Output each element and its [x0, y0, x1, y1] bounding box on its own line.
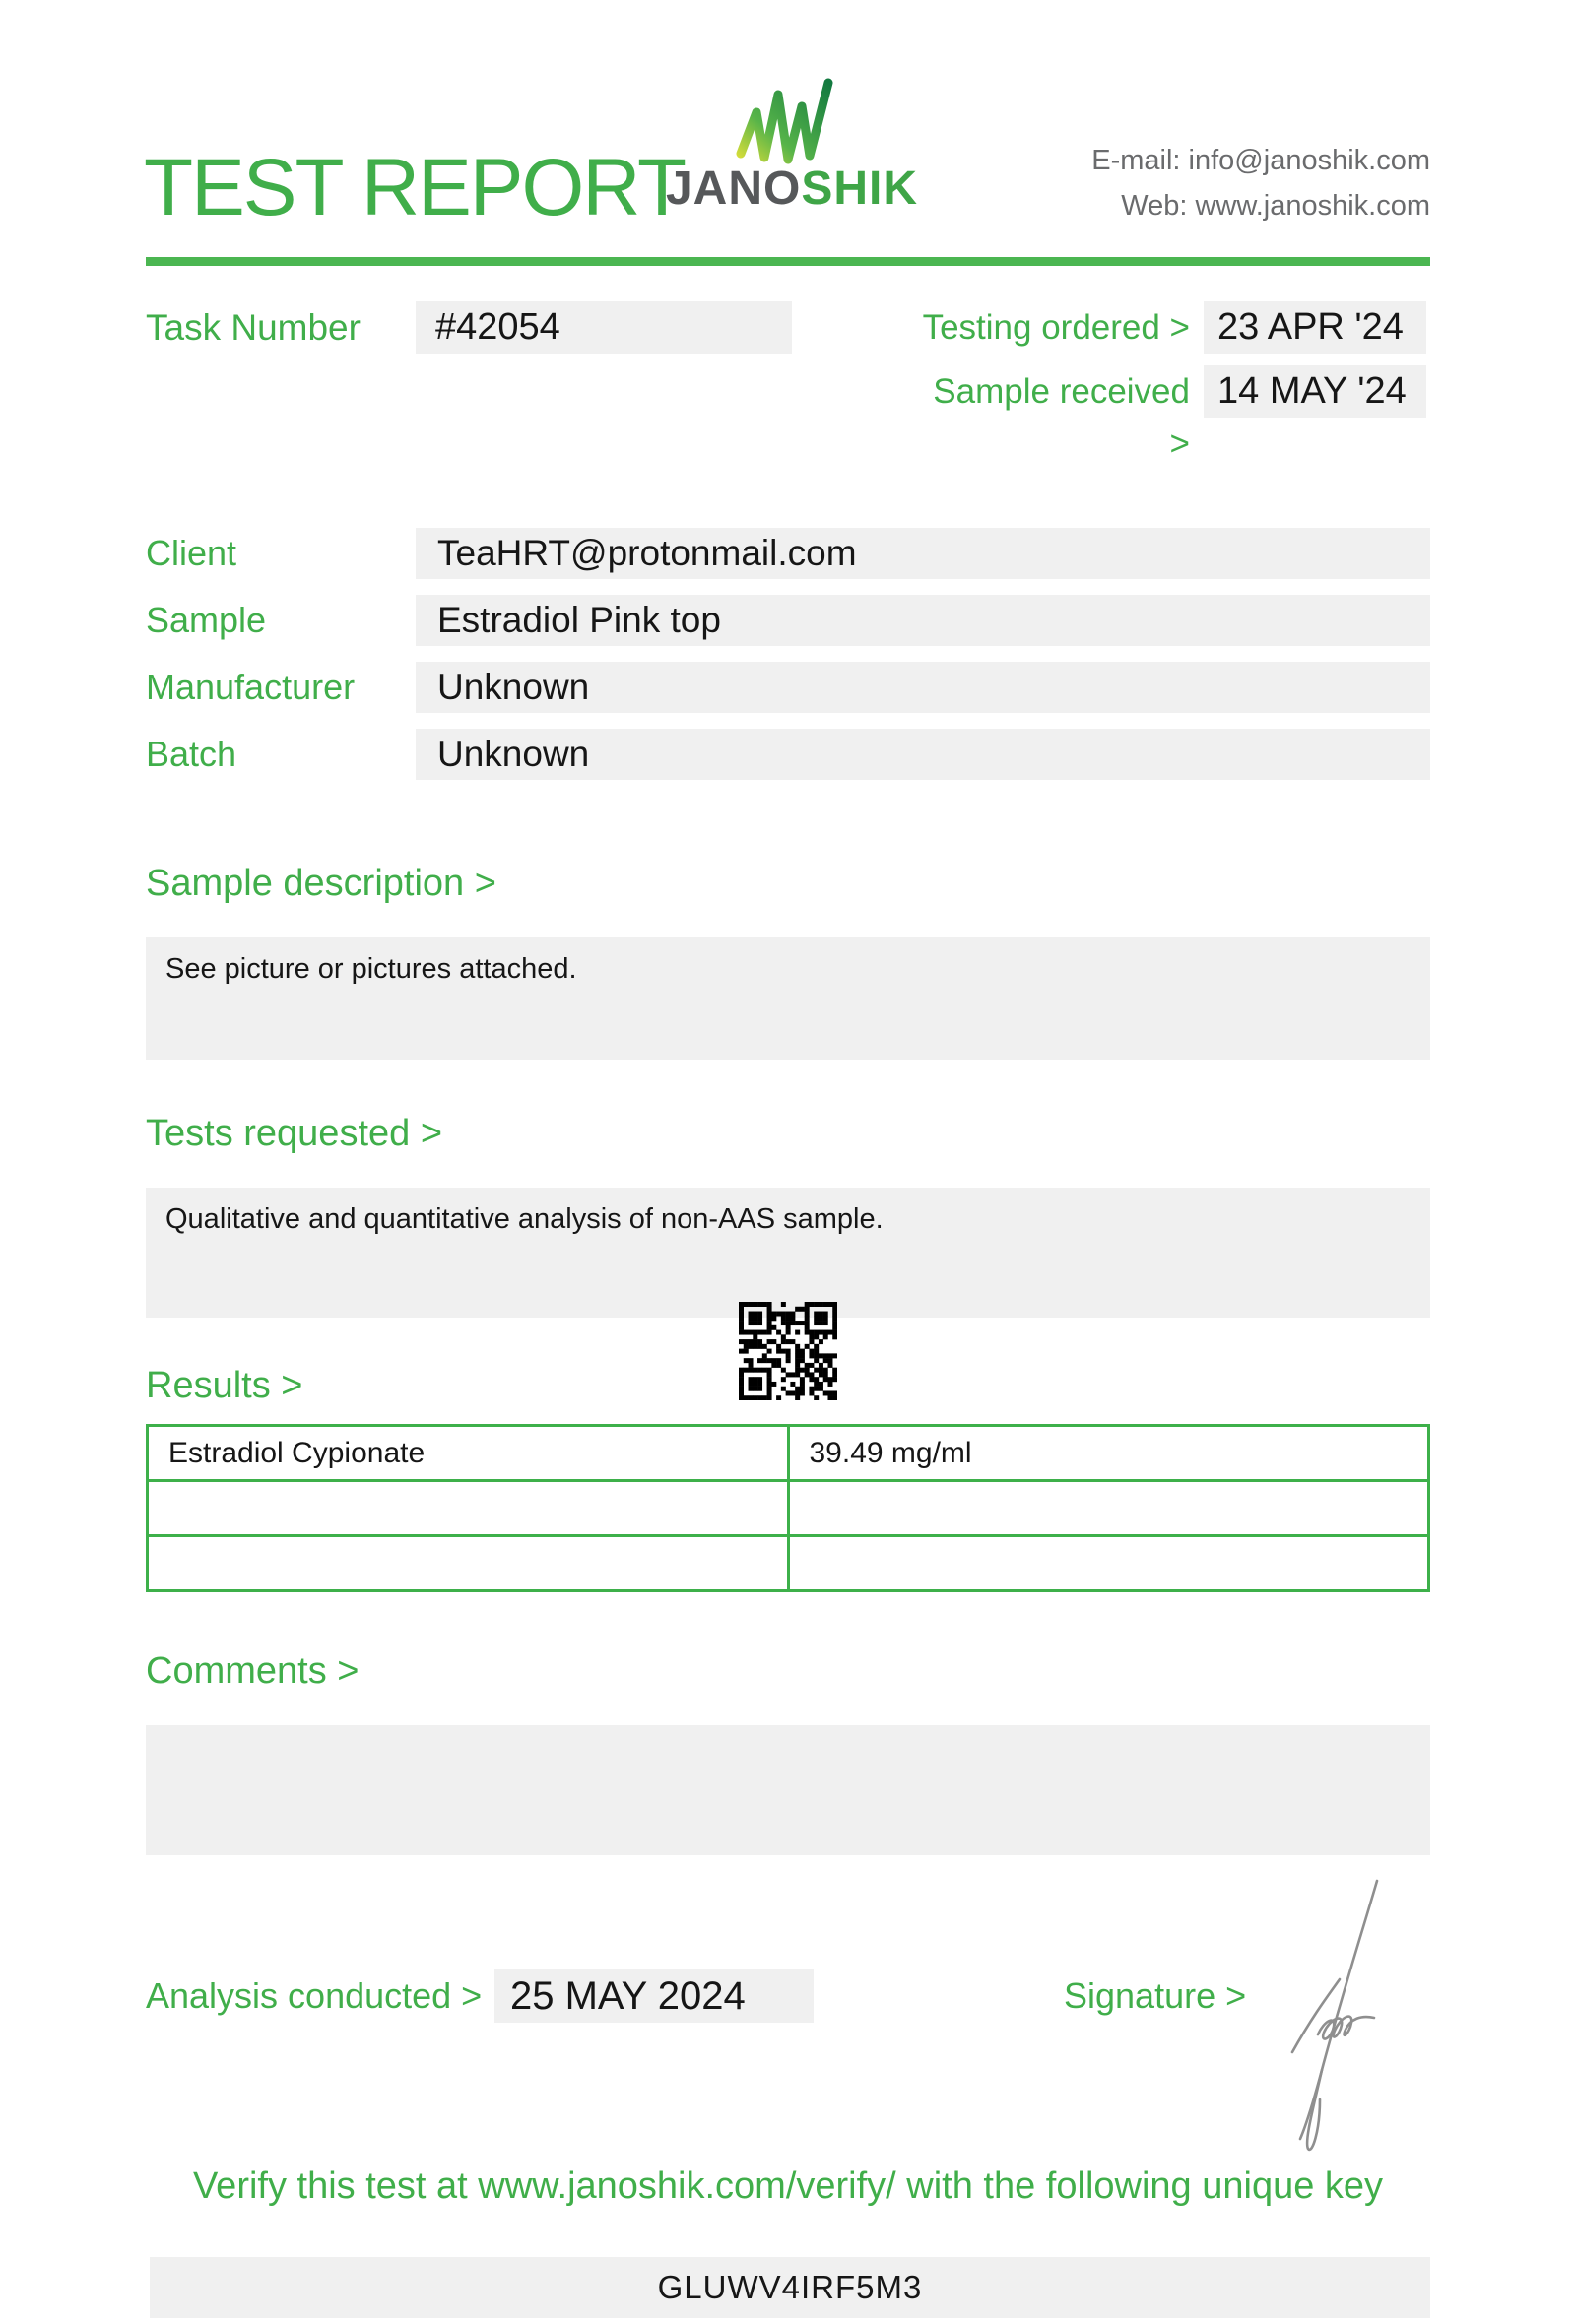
- result-analyte: [148, 1481, 789, 1536]
- comments-heading: Comments >: [146, 1650, 360, 1692]
- brand-name-right: SHIK: [801, 162, 919, 215]
- signature-label: Signature >: [1064, 1975, 1247, 2016]
- testing-ordered-label: Testing ordered >: [922, 308, 1190, 347]
- page-title: TEST REPORT: [144, 143, 686, 232]
- result-value: [788, 1481, 1429, 1536]
- contact-web: Web: www.janoshik.com: [1121, 190, 1430, 223]
- results-table: [146, 1424, 1430, 1592]
- result-analyte: [148, 1536, 789, 1591]
- results-row: [148, 1481, 1429, 1536]
- verify-instruction: Verify this test at www.janoshik.com/verify/ with the following unique key: [192, 2165, 1384, 2207]
- verify-key: GLUWV4IRF5M3: [150, 2257, 1430, 2318]
- contact-block: [1091, 138, 1430, 229]
- sample-description-heading: Sample description >: [146, 863, 496, 904]
- task-number-value: #42054: [416, 301, 792, 354]
- janoshik-chart-logo-icon: [733, 77, 837, 167]
- sample-received-date: 14 MAY '24: [1204, 365, 1426, 418]
- result-analyte: Estradiol Cypionate: [148, 1426, 789, 1481]
- testing-ordered-date: 23 APR '24: [1204, 301, 1426, 354]
- result-value: 39.49 mg/ml: [788, 1426, 1429, 1481]
- task-number-label: Task Number: [146, 307, 361, 348]
- tests-requested-heading: Tests requested >: [146, 1113, 443, 1154]
- qr-code: [739, 1302, 837, 1400]
- brand-wordmark: [662, 162, 922, 215]
- header-divider: [146, 257, 1430, 266]
- results-row: [148, 1426, 1429, 1481]
- batch-label: Batch: [146, 734, 237, 774]
- sample-label: Sample: [146, 600, 267, 640]
- analysis-date: 25 MAY 2024: [494, 1969, 814, 2023]
- results-heading: Results >: [146, 1365, 303, 1406]
- sample-value: Estradiol Pink top: [416, 595, 1430, 646]
- batch-value: Unknown: [416, 729, 1430, 780]
- tests-requested-box: Qualitative and quantitative analysis of non-AAS sample.: [146, 1188, 1430, 1318]
- brand-name-left: JANO: [665, 162, 802, 215]
- sample-description-box: See picture or pictures attached.: [146, 937, 1430, 1060]
- sample-received-label: Sample received >: [933, 372, 1190, 463]
- analysis-conducted-label: Analysis conducted >: [146, 1975, 483, 2016]
- manufacturer-value: Unknown: [416, 662, 1430, 713]
- result-value: [788, 1536, 1429, 1591]
- signature-scribble: [1279, 1877, 1403, 2159]
- manufacturer-label: Manufacturer: [146, 667, 356, 707]
- client-label: Client: [146, 533, 237, 573]
- comments-box: [146, 1725, 1430, 1855]
- client-value: TeaHRT@protonmail.com: [416, 528, 1430, 579]
- contact-email: E-mail: info@janoshik.com: [1091, 145, 1430, 176]
- results-row: [148, 1536, 1429, 1591]
